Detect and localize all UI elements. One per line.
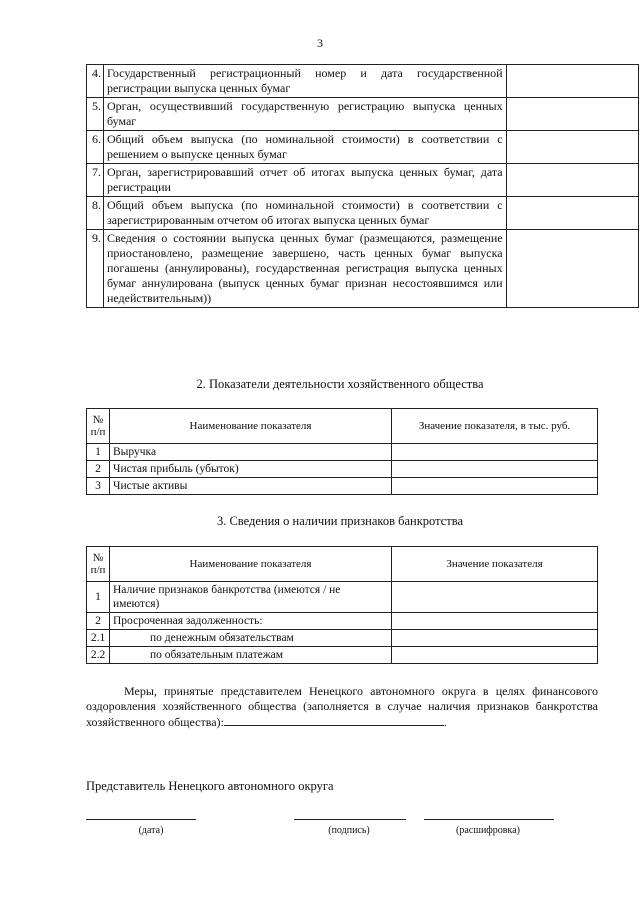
signer-title: Представитель Ненецкого автономного округа	[86, 779, 334, 793]
date-line[interactable]	[86, 818, 196, 820]
performance-table	[86, 408, 598, 495]
row-number: 1	[87, 444, 110, 461]
row-number: 4.	[87, 65, 104, 98]
table-row	[87, 131, 639, 164]
table-header-row	[87, 547, 598, 582]
row-label: Орган, осуществивший государственную регистрацию выпуска ценных бумаг	[103, 98, 506, 131]
row-label: по обязательным платежам	[110, 647, 392, 664]
decode-label: (расшифровка)	[456, 825, 520, 836]
signature-label: (подпись)	[328, 825, 370, 836]
row-label: Выручка	[110, 444, 392, 461]
value-cell[interactable]	[392, 647, 598, 664]
table-row	[87, 613, 598, 630]
value-cell[interactable]	[506, 164, 638, 197]
measures-text	[86, 684, 598, 730]
value-cell[interactable]	[506, 131, 638, 164]
col-name-header: Наименование показателя	[110, 547, 392, 582]
bankruptcy-table	[86, 546, 598, 664]
col-number-header: № п/п	[87, 547, 110, 582]
col-name-header: Наименование показателя	[110, 409, 392, 444]
table-row	[87, 197, 639, 230]
table-row	[87, 444, 598, 461]
row-label: Просроченная задолженность:	[110, 613, 392, 630]
col-value-header: Значение показателя, в тыс. руб.	[392, 409, 598, 444]
value-cell[interactable]	[506, 197, 638, 230]
decode-line[interactable]	[424, 818, 554, 820]
section-3-heading: 3. Сведения о наличии признаков банкротства	[216, 514, 464, 528]
measures-fill-line[interactable]	[224, 714, 444, 726]
row-number: 5.	[87, 98, 104, 131]
row-label: Общий объем выпуска (по номинальной стоимости) в соответствии с зарегистрированным отчетом об итогах выпуска ценных бумаг	[103, 197, 506, 230]
row-number: 3	[87, 478, 110, 495]
value-cell[interactable]	[506, 65, 638, 98]
row-number: 2.2	[87, 647, 110, 664]
value-cell[interactable]	[392, 461, 598, 478]
row-number: 9.	[87, 230, 104, 308]
row-number: 2	[87, 461, 110, 478]
table-row	[87, 630, 598, 647]
row-label: Чистая прибыль (убыток)	[110, 461, 392, 478]
page-number: 3	[317, 36, 323, 50]
row-label: Государственный регистрационный номер и дата государственной регистрации выпуска ценных бумаг	[103, 65, 506, 98]
value-cell[interactable]	[392, 613, 598, 630]
securities-info-table	[86, 64, 639, 308]
date-label: (дата)	[138, 825, 164, 836]
row-label: Чистые активы	[110, 478, 392, 495]
table-row	[87, 164, 639, 197]
row-label: по денежным обязательствам	[110, 630, 392, 647]
table-header-row	[87, 409, 598, 444]
row-number: 6.	[87, 131, 104, 164]
table-row	[87, 461, 598, 478]
row-number: 1	[87, 582, 110, 613]
signature-line[interactable]	[294, 818, 406, 820]
value-cell[interactable]	[506, 98, 638, 131]
row-label: Наличие признаков банкротства (имеются / не имеются)	[110, 582, 392, 613]
table-row	[87, 647, 598, 664]
measures-text-content: Меры, принятые представителем Ненецкого автономного округа в целях финансового оздоровления хозяйственного общества (заполняется в случае наличия признаков банкротства хозяйственного общества):	[86, 684, 598, 729]
col-number-header: № п/п	[87, 409, 110, 444]
row-label: Орган, зарегистрировавший отчет об итогах выпуска ценных бумаг, дата регистрации	[103, 164, 506, 197]
value-cell[interactable]	[392, 582, 598, 613]
table-row	[87, 98, 639, 131]
measures-paragraph	[86, 684, 598, 730]
value-cell[interactable]	[392, 478, 598, 495]
value-cell[interactable]	[392, 444, 598, 461]
value-cell[interactable]	[392, 630, 598, 647]
table-row	[87, 65, 639, 98]
section-2-heading: 2. Показатели деятельности хозяйственного общества	[196, 377, 484, 391]
table-row	[87, 230, 639, 308]
col-value-header: Значение показателя	[392, 547, 598, 582]
row-number: 2	[87, 613, 110, 630]
table-row	[87, 582, 598, 613]
table-row	[87, 478, 598, 495]
row-number: 8.	[87, 197, 104, 230]
row-number: 2.1	[87, 630, 110, 647]
row-number: 7.	[87, 164, 104, 197]
value-cell[interactable]	[506, 230, 638, 308]
row-label: Сведения о состоянии выпуска ценных бумаг (размещаются, размещение приостановлено, размещение завершено, часть ценных бумаг выпуска погашены (аннулированы), государственная регистрация выпуска ценных бумаг аннулирована (выпуск ценных бумаг признан несостоявшимся или недействительным))	[103, 230, 506, 308]
row-label: Общий объем выпуска (по номинальной стоимости) в соответствии с решением о выпуске ценных бумаг	[103, 131, 506, 164]
measures-end-mark: .	[443, 715, 447, 729]
